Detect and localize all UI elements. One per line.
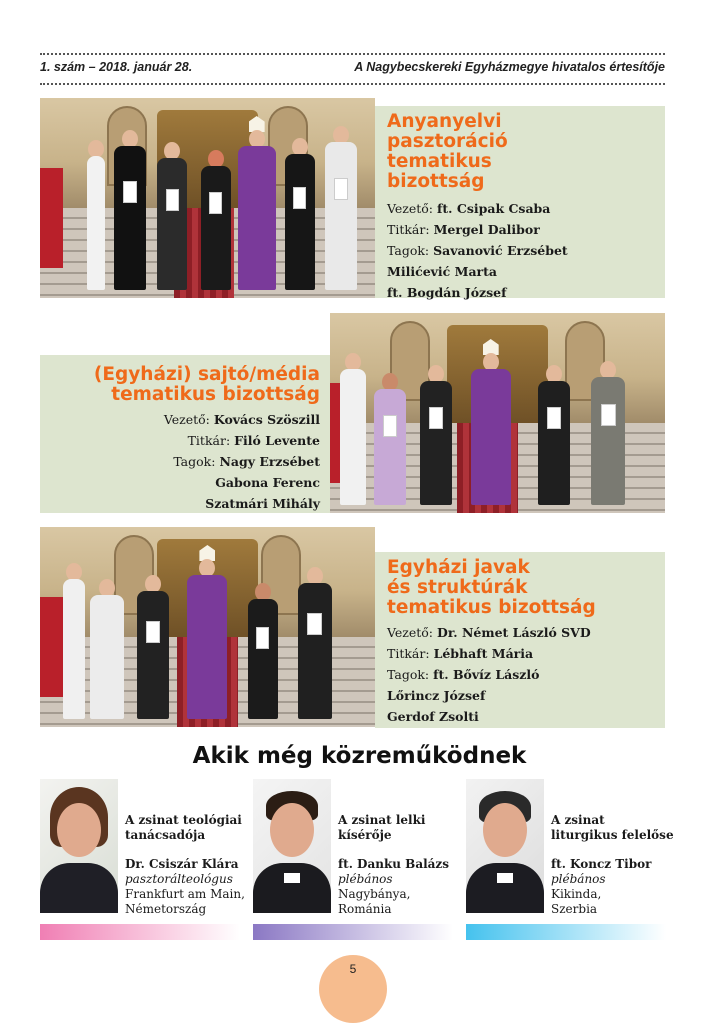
committee-3-secretary: Titkár: Lébhaft Mária bbox=[387, 646, 534, 661]
contributor-2-portrait bbox=[253, 779, 331, 913]
header-bottom-rule bbox=[40, 83, 665, 85]
committee-2-member: Szatmári Mihály bbox=[205, 496, 320, 511]
committee-2-member: Gabona Ferenc bbox=[215, 475, 320, 490]
issue-date: 1. szám – 2018. január 28. bbox=[40, 60, 193, 74]
committee-1-secretary: Titkár: Mergel Dalibor bbox=[387, 222, 540, 237]
committee-2-photo bbox=[330, 313, 665, 513]
contributor-2-text: A zsinat lelki kísérője ft. Danku Balázs plébános Nagybánya, Románia bbox=[338, 813, 450, 916]
committee-2-members: Tagok: Nagy Erzsébet bbox=[173, 454, 320, 469]
pink-gradient-bar bbox=[40, 924, 240, 940]
purple-gradient-bar bbox=[253, 924, 453, 940]
committee-1-member: ft. Bogdán József bbox=[387, 285, 507, 300]
committee-3-leader: Vezető: Dr. Német László SVD bbox=[387, 625, 591, 640]
committee-2-secretary: Titkár: Filó Levente bbox=[187, 433, 320, 448]
committee-3-title: Egyházi javak és struktúrák tematikus bizottság bbox=[387, 557, 596, 618]
committee-3-box bbox=[375, 552, 665, 728]
committee-1-members: Tagok: Savanović Erzsébet bbox=[387, 243, 568, 258]
contributors-heading: Akik még közreműködnek bbox=[192, 743, 527, 769]
committee-1-box bbox=[375, 106, 665, 298]
committee-2-box bbox=[40, 355, 330, 513]
committee-2-leader: Vezető: Kovács Szöszill bbox=[163, 412, 320, 427]
publication-name: A Nagybecskereki Egyházmegye hivatalos értesítője bbox=[354, 60, 665, 74]
committee-1-photo bbox=[40, 98, 375, 298]
contributor-1-text: A zsinat teológiai tanácsadója Dr. Csiszár Klára pasztorálteológus Frankfurt am Main, Németország bbox=[125, 813, 245, 916]
committee-2-title: (Egyházi) sajtó/média tematikus bizottság bbox=[93, 364, 320, 405]
committee-1-member: Milićević Marta bbox=[387, 264, 498, 279]
committee-3-member: Gerdof Zsolti bbox=[387, 709, 479, 724]
committee-3-members: Tagok: ft. Bővíz László bbox=[387, 667, 540, 682]
contributor-1-portrait bbox=[40, 779, 118, 913]
contributor-3-text: A zsinat liturgikus felelőse ft. Koncz Tibor plébános Kikinda, Szerbia bbox=[551, 813, 674, 916]
committee-1-leader: Vezető: ft. Csipak Csaba bbox=[387, 201, 551, 216]
contributor-3-portrait bbox=[466, 779, 544, 913]
page-number: 5 bbox=[319, 955, 387, 1023]
committee-1-title: Anyanyelvi pasztoráció tematikus bizottság bbox=[387, 111, 508, 192]
committee-3-member: Lőrincz József bbox=[387, 688, 486, 703]
header-top-rule bbox=[40, 53, 665, 55]
page-header bbox=[40, 60, 665, 76]
committee-3-photo bbox=[40, 527, 375, 727]
cyan-gradient-bar bbox=[466, 924, 666, 940]
